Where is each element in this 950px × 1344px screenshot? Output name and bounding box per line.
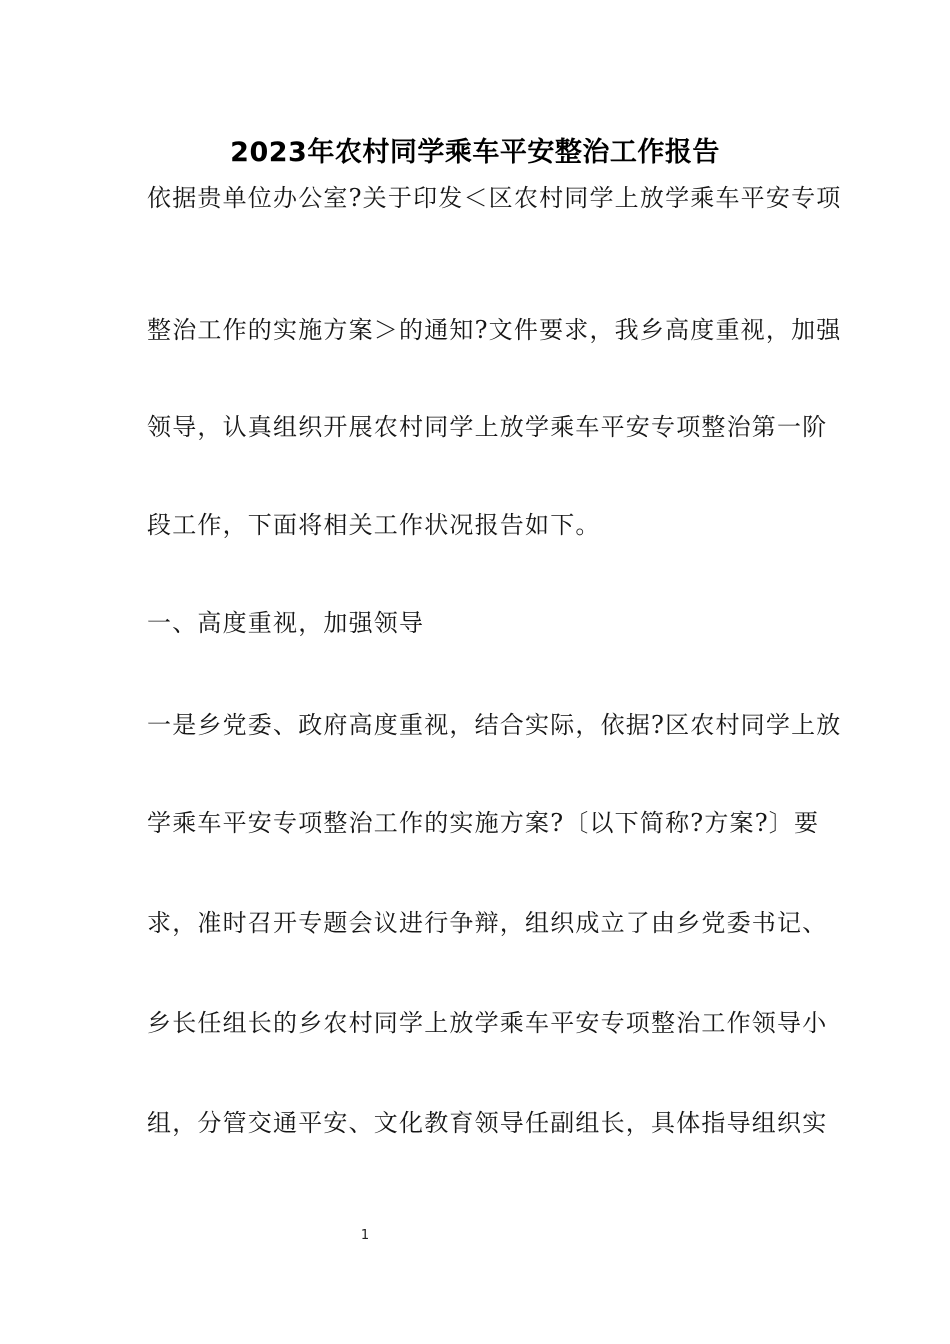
body-line: 求，准时召开专题会议进行争辩，组织成立了由乡党委书记、 — [147, 909, 828, 937]
body-line: 整治工作的实施方案＞的通知?文件要求，我乡高度重视，加强 — [147, 316, 842, 344]
body-line: 领导，认真组织开展农村同学上放学乘车平安专项整治第一阶 — [147, 413, 828, 441]
body-line: 依据贵单位办公室?关于印发＜区农村同学上放学乘车平安专项 — [147, 184, 842, 212]
page-number: 1 — [360, 1228, 370, 1243]
body-line: 乡长任组长的乡农村同学上放学乘车平安专项整治工作领导小 — [147, 1009, 828, 1037]
body-line: 段工作，下面将相关工作状况报告如下。 — [147, 511, 601, 539]
section-heading: 一、高度重视，加强领导 — [147, 609, 425, 637]
document-title: 2023年农村同学乘车平安整治工作报告 — [230, 137, 720, 168]
body-line: 一是乡党委、政府高度重视，结合实际，依据?区农村同学上放 — [147, 711, 842, 739]
body-line: 组，分管交通平安、文化教育领导任副组长，具体指导组织实 — [147, 1109, 828, 1137]
body-line: 学乘车平安专项整治工作的实施方案?〔以下简称?方案?〕要 — [147, 809, 820, 837]
